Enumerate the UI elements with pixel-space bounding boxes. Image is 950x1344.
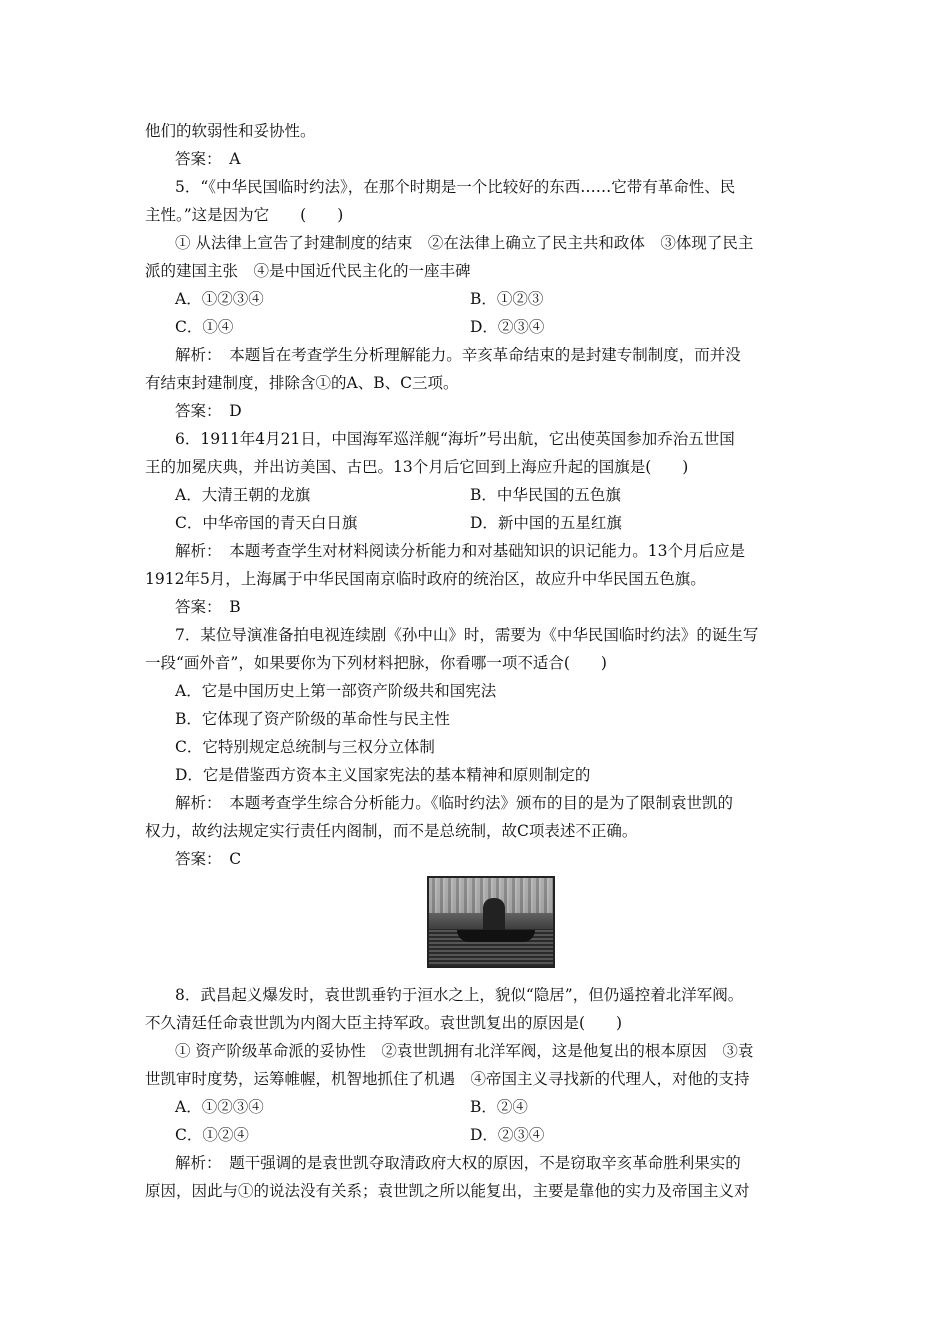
option-a: A．大清王朝的龙旗 — [175, 486, 311, 504]
analysis-line-cont: 原因，因此与①的说法没有关系；袁世凯之所以能复出，主要是靠他的实力及帝国主义对 — [145, 1182, 750, 1200]
option-b: B．中华民国的五色旗 — [470, 486, 621, 504]
analysis-line: 解析： 题干强调的是袁世凯夺取清政府大权的原因，不是窃取辛亥革命胜利果实的 — [175, 1154, 741, 1172]
option-c: C．中华帝国的青天白日旗 — [175, 514, 358, 532]
analysis-line: 解析： 本题考查学生综合分析能力。《临时约法》颁布的目的是为了限制袁世凯的 — [175, 794, 734, 812]
question-5-stem-cont: 主性。”这是因为它 ( ) — [145, 206, 344, 224]
option-d: D．新中国的五星红旗 — [470, 514, 622, 532]
option-a: A．①②③④ — [175, 290, 264, 308]
question-7-stem-cont: 一段“画外音”，如果要你为下列材料把脉，你看哪一项不适合( ) — [145, 654, 607, 672]
photo-boat — [457, 930, 535, 942]
option-d: D．它是借鉴西方资本主义国家宪法的基本精神和原则制定的 — [175, 766, 591, 784]
analysis-line-cont: 权力，故约法规定实行责任内阁制，而不是总统制，故C项表述不正确。 — [145, 822, 638, 840]
option-a: A．①②③④ — [175, 1098, 264, 1116]
analysis-line: 解析： 本题考查学生对材料阅读分析能力和对基础知识的识记能力。13个月后应是 — [175, 542, 745, 560]
option-c: C．①④ — [175, 318, 234, 336]
text-line: 他们的软弱性和妥协性。 — [145, 122, 316, 140]
option-b: B．②④ — [470, 1098, 528, 1116]
answer-line: 答案： C — [175, 850, 242, 868]
historical-photo — [427, 876, 555, 968]
analysis-line-cont: 1912年5月，上海属于中华民国南京临时政府的统治区，故应升中华民国五色旗。 — [145, 570, 706, 588]
option-c: C．它特别规定总统制与三权分立体制 — [175, 738, 435, 756]
option-b: B．①②③ — [470, 290, 544, 308]
question-8-stem-cont: 不久清廷任命袁世凯为内阁大臣主持军政。袁世凯复出的原因是( ) — [145, 1014, 623, 1032]
option-a: A．它是中国历史上第一部资产阶级共和国宪法 — [175, 682, 497, 700]
option-b: B．它体现了资产阶级的革命性与民主性 — [175, 710, 450, 728]
question-5-statements: ① 从法律上宣告了封建制度的结束 ②在法律上确立了民主共和政体 ③体现了民主 — [175, 234, 754, 252]
question-5-stem: 5．“《中华民国临时约法》，在那个时期是一个比较好的东西……它带有革命性、民 — [175, 178, 736, 196]
question-6-stem: 6．1911年4月21日，中国海军巡洋舰“海圻”号出航，它出使英国参加乔治五世国 — [175, 430, 735, 448]
answer-line: 答案： A — [175, 150, 241, 168]
photo-figure — [483, 898, 505, 932]
question-6-stem-cont: 王的加冕庆典，并出访美国、古巴。13个月后它回到上海应升起的国旗是( ) — [145, 458, 689, 476]
option-d: D．②③④ — [470, 318, 545, 336]
analysis-line-cont: 有结束封建制度，排除含①的A、B、C三项。 — [145, 374, 459, 392]
option-c: C．①②④ — [175, 1126, 249, 1144]
question-5-statements-cont: 派的建国主张 ④是中国近代民主化的一座丰碑 — [145, 262, 471, 280]
answer-line: 答案： B — [175, 598, 241, 616]
question-8-statements: ① 资产阶级革命派的妥协性 ②袁世凯拥有北洋军阀，这是他复出的根本原因 ③袁 — [175, 1042, 754, 1060]
answer-line: 答案： D — [175, 402, 242, 420]
question-8-statements-cont: 世凯审时度势，运筹帷幄，机智地抓住了机遇 ④帝国主义寻找新的代理人，对他的支持 — [145, 1070, 750, 1088]
analysis-line: 解析： 本题旨在考查学生分析理解能力。辛亥革命结束的是封建专制制度，而并没 — [175, 346, 741, 364]
option-d: D．②③④ — [470, 1126, 545, 1144]
question-7-stem: 7．某位导演准备拍电视连续剧《孙中山》时，需要为《中华民国临时约法》的诞生写 — [175, 626, 759, 644]
question-8-stem: 8．武昌起义爆发时，袁世凯垂钓于洹水之上，貌似“隐居”，但仍遥控着北洋军阀。 — [175, 986, 744, 1004]
